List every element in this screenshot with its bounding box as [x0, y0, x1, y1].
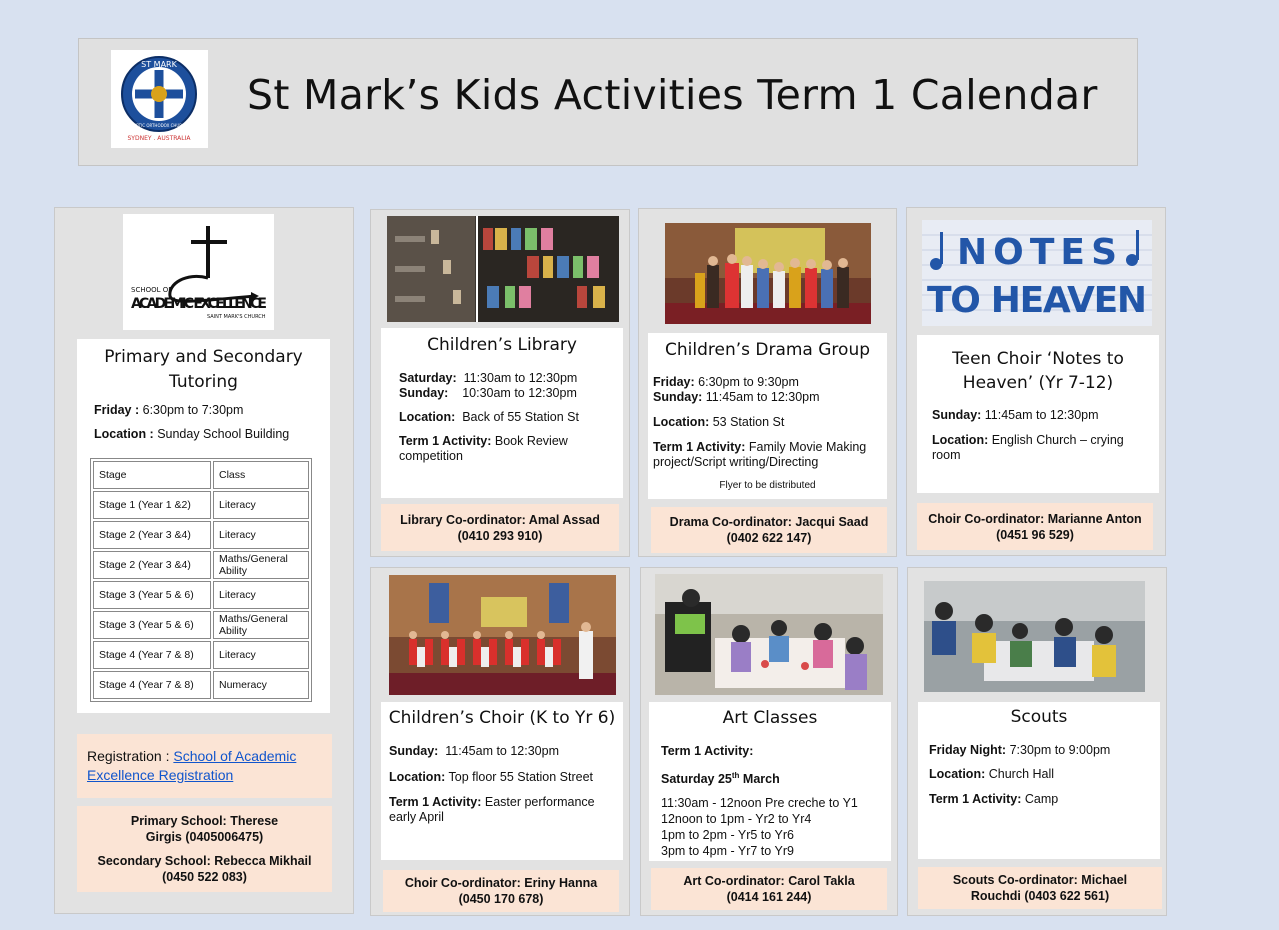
- tutoring-title: Primary and Secondary Tutoring: [104, 347, 303, 392]
- art-slot: 1pm to 2pm - Yr5 to Yr6: [661, 828, 794, 843]
- church-logo: [111, 50, 208, 148]
- svg-text:ST MARK: ST MARK: [141, 60, 177, 69]
- scouts-title: Scouts: [1010, 707, 1068, 727]
- registration-box: Registration : School of Academic Excellence Registration: [77, 734, 332, 798]
- svg-text:SYDNEY . AUSTRALIA: SYDNEY . AUSTRALIA: [127, 135, 191, 142]
- table-row: Stage 1 (Year 1 &2) Literacy: [93, 491, 309, 519]
- art-slot: 3pm to 4pm - Yr7 to Yr9: [661, 844, 794, 859]
- kids-choir-panel: [370, 567, 630, 916]
- svg-text:COPTIC ORTHODOX CHURCH: COPTIC ORTHODOX CHURCH: [130, 123, 188, 128]
- art-title: Art Classes: [722, 708, 818, 728]
- table-row: Stage 2 (Year 3 &4) Maths/General Ability: [93, 551, 309, 579]
- drama-activity: Term 1 Activity: Family Movie Making project/Script writing/Directing: [653, 440, 867, 469]
- scouts-info: Scouts Friday Night: 7:30pm to 9:00pm Location: Church Hall Term 1 Activity: Camp: [918, 702, 1160, 859]
- tutoring-panel: [54, 207, 354, 914]
- drama-info: Children’s Drama Group Friday: 6:30pm to 9:30pm Sunday: 11:45am to 12:30pm Location: 53 Station St Term 1 Activity: Family Movie Making project/Script writing/Directing Flyer to be distributed: [648, 333, 887, 499]
- drama-note: Flyer to be distributed: [719, 480, 816, 491]
- kids-choir-activity: Term 1 Activity: Easter performance early April: [389, 795, 595, 824]
- drama-photo: [665, 223, 871, 324]
- secondary-contact: Secondary School: Rebecca Mikhail (0450 522 083): [97, 854, 312, 884]
- kids-choir-photo: [389, 575, 616, 695]
- library-coordinator: Library Co-ordinator: Amal Assad (0410 293 910): [381, 504, 619, 551]
- table-row: Stage 4 (Year 7 & 8) Literacy: [93, 641, 309, 669]
- svg-text:SCHOOL OF: SCHOOL OF: [131, 286, 173, 294]
- art-slot: 11:30am - 12noon Pre creche to Y1: [661, 796, 858, 811]
- drama-coordinator: Drama Co-ordinator: Jacqui Saad (0402 622 147): [651, 507, 887, 553]
- notes-to-heaven-banner: [922, 220, 1152, 326]
- banner-line-1: NOTES: [957, 232, 1117, 273]
- art-coordinator: Art Co-ordinator: Carol Takla (0414 161 244): [651, 868, 887, 910]
- drama-location: Location: 53 Station St: [653, 415, 785, 429]
- banner-line-2: TO HEAVEN: [927, 280, 1147, 321]
- table-row: Stage 3 (Year 5 & 6) Maths/General Ability: [93, 611, 309, 639]
- scouts-activity: Term 1 Activity: Camp: [929, 792, 1059, 806]
- kids-choir-info: Children’s Choir (K to Yr 6) Sunday: 11:45am to 12:30pm Location: Top floor 55 Station Street Term 1 Activity: Easter performance early April: [381, 702, 623, 860]
- kids-choir-coordinator: Choir Co-ordinator: Eriny Hanna (0450 170 678): [383, 870, 619, 912]
- teen-choir-title: Teen Choir ‘Notes to Heaven’ (Yr 7-12): [952, 349, 1124, 393]
- table-header-row: [93, 461, 309, 489]
- page-title: St Mark’s Kids Activities Term 1 Calendar: [247, 71, 1098, 119]
- scouts-location: Location: Church Hall: [929, 767, 1055, 781]
- table-row: Stage 2 (Year 3 &4) Literacy: [93, 521, 309, 549]
- tutoring-contacts: [77, 806, 332, 892]
- teen-choir-location: Location: English Church – crying room: [932, 433, 1124, 462]
- scouts-photo: [924, 581, 1145, 692]
- scouts-panel: [907, 567, 1167, 916]
- primary-contact: Primary School: Therese Girgis (0405006475): [130, 814, 279, 844]
- library-panel: [370, 209, 630, 557]
- art-info: Art Classes Term 1 Activity: Saturday 25th March 11:30am - 12noon Pre creche to Y1 12noon to 1pm - Yr2 to Yr4 1pm to 2pm - Yr5 to Yr6 3pm to 4pm - Yr7 to Yr9: [649, 702, 891, 861]
- library-title: Children’s Library: [427, 335, 577, 355]
- library-location: Location: Back of 55 Station St: [399, 410, 579, 424]
- teen-choir-info: Teen Choir ‘Notes to Heaven’ (Yr 7-12) Sunday: 11:45am to 12:30pm Location: English Church – crying room: [917, 335, 1159, 493]
- header-banner: [78, 38, 1138, 166]
- library-activity: Term 1 Activity: Book Review competition: [399, 434, 568, 463]
- table-row: Stage 3 (Year 5 & 6) Literacy: [93, 581, 309, 609]
- art-slot: 12noon to 1pm - Yr2 to Yr4: [661, 812, 812, 827]
- kids-choir-title: Children’s Choir (K to Yr 6): [388, 708, 616, 728]
- svg-text:ACADEMIC EXCELLENCE: ACADEMIC EXCELLENCE: [131, 296, 267, 312]
- table-header: Stage: [93, 461, 211, 489]
- tutoring-location: Location : Sunday School Building: [94, 427, 290, 441]
- stages-table: [90, 458, 312, 702]
- table-header: Class: [213, 461, 309, 489]
- scouts-coordinator: Scouts Co-ordinator: Michael Rouchdi (0403 622 561): [918, 867, 1162, 909]
- drama-panel: [638, 208, 897, 557]
- teen-choir-coordinator: Choir Co-ordinator: Marianne Anton (0451 96 529): [917, 503, 1153, 550]
- registration-link[interactable]: School of Academic Excellence Registration: [87, 748, 297, 783]
- art-photo: [655, 574, 883, 695]
- art-date: Saturday 25th March: [661, 771, 780, 787]
- kids-choir-location: Location: Top floor 55 Station Street: [389, 770, 594, 784]
- library-info: Children’s Library Saturday: 11:30am to 12:30pm Sunday: 10:30am to 12:30pm Location: Back of 55 Station St Term 1 Activity: Book Review competition: [381, 328, 623, 498]
- school-logo: [123, 214, 274, 330]
- tutoring-info: [77, 339, 330, 713]
- svg-text:SAINT MARK'S CHURCH: SAINT MARK'S CHURCH: [207, 314, 266, 320]
- tutoring-time: Friday : 6:30pm to 7:30pm: [94, 403, 244, 417]
- art-panel: [640, 567, 898, 916]
- library-photo: [387, 216, 619, 322]
- table-row: Stage 4 (Year 7 & 8) Numeracy: [93, 671, 309, 699]
- teen-choir-panel: [906, 207, 1166, 556]
- drama-title: Children’s Drama Group: [664, 340, 871, 360]
